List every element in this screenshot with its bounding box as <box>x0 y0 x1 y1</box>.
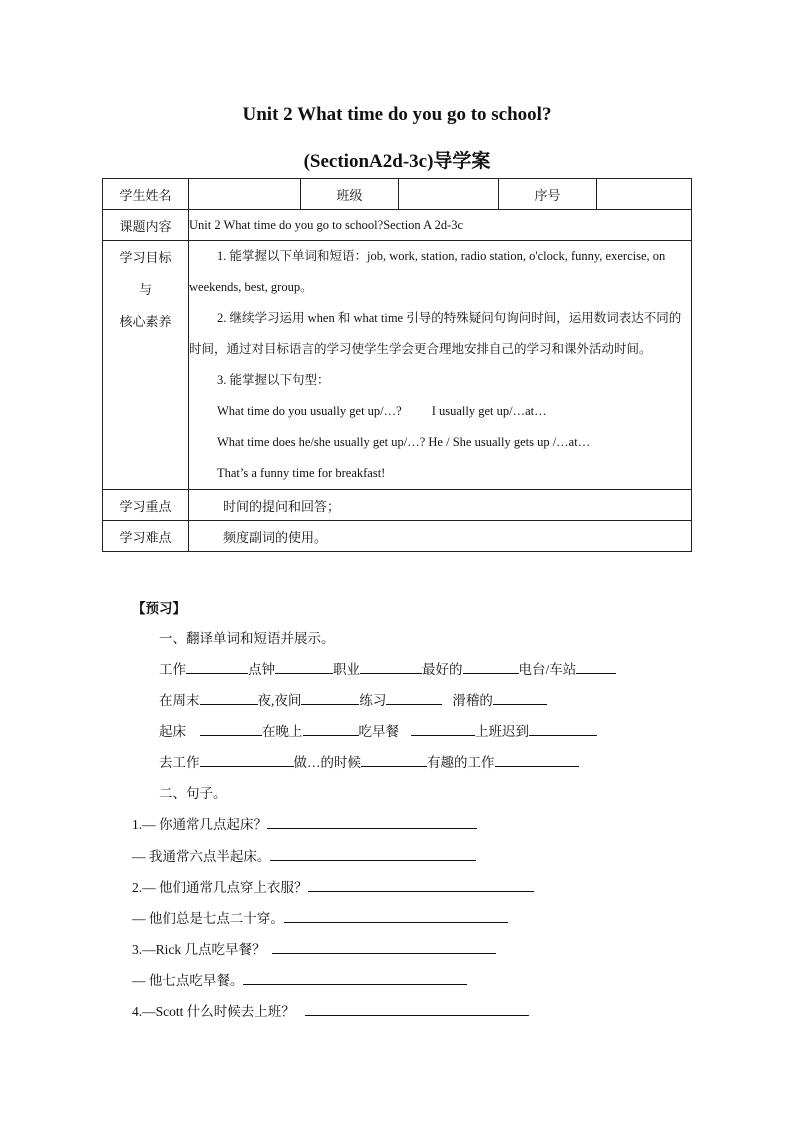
class-label: 班级 <box>301 179 399 210</box>
blank-line[interactable] <box>411 722 475 736</box>
class-field[interactable] <box>399 179 499 210</box>
sentence-text: — 他七点吃早餐。 <box>132 973 244 988</box>
vocab-label: 夜,夜间 <box>257 693 302 708</box>
pattern-1b: I usually get up/…at… <box>431 404 547 418</box>
sentence-text: 2.— 他们通常几点穿上衣服？ <box>132 880 308 895</box>
document-title: Unit 2 What time do you go to school? <box>242 104 552 125</box>
blank-line[interactable] <box>272 940 496 954</box>
vocab-label: 起床 <box>159 724 186 739</box>
sentence-3 <box>132 876 534 896</box>
blank-line[interactable] <box>275 660 333 674</box>
vocab-label: 练习 <box>359 693 387 708</box>
sentence-4 <box>132 907 508 927</box>
vocab-row-2 <box>159 689 547 709</box>
student-name-field[interactable] <box>189 179 301 210</box>
blank-line[interactable] <box>284 909 508 923</box>
table-row <box>103 490 692 521</box>
difficulty-value: 频度副词的使用。 <box>189 521 692 552</box>
blank-line[interactable] <box>386 691 442 705</box>
key-label: 学习重点 <box>103 490 189 521</box>
info-table <box>102 178 692 552</box>
vocab-row-3 <box>159 720 597 740</box>
vocab-label: 上班迟到 <box>475 724 529 739</box>
blank-line[interactable] <box>270 847 476 861</box>
blank-line[interactable] <box>303 722 359 736</box>
sentence-text: — 我通常六点半起床。 <box>132 849 271 864</box>
pattern-2: What time does he/she usually get up/…? He / She usually gets up /…at… <box>217 435 591 449</box>
table-row <box>103 241 692 490</box>
part1-title: 一、翻译单词和短语并展示。 <box>159 631 335 646</box>
key-value: 时间的提问和回答； <box>189 490 692 521</box>
sentence-text: 1.— 你通常几点起床？ <box>132 817 267 832</box>
blank-line[interactable] <box>305 1002 529 1016</box>
vocab-label: 职业 <box>333 662 360 677</box>
blank-line[interactable] <box>495 753 579 767</box>
vocab-row-1 <box>159 658 616 678</box>
sentence-6 <box>132 969 467 989</box>
blank-line[interactable] <box>243 971 467 985</box>
blank-line[interactable] <box>200 753 294 767</box>
objectives-label-line: 学习目标 <box>119 250 172 265</box>
sentence-text: 3.—Rick 几点吃早餐？ <box>132 942 266 957</box>
blank-line[interactable] <box>308 878 534 892</box>
student-name-label: 学生姓名 <box>103 179 189 210</box>
vocab-label: 吃早餐 <box>358 724 399 739</box>
vocab-label: 在周末 <box>159 693 200 708</box>
sentence-1 <box>132 813 477 833</box>
vocab-label: 滑稽的 <box>452 693 493 708</box>
vocab-label: 去工作 <box>159 755 200 770</box>
topic-value: Unit 2 What time do you go to school?Section A 2d-3c <box>189 210 692 241</box>
sentence-2 <box>132 845 476 865</box>
blank-line[interactable] <box>463 660 519 674</box>
difficulty-label: 学习难点 <box>103 521 189 552</box>
sentence-text: 4.—Scott 什么时候去上班？ <box>132 1004 295 1019</box>
objective-1: 1. 能掌握以下单词和短语：job, work, station, radio station, o'clock, funny, exercise, on weekends, best, group。 <box>189 249 666 294</box>
pattern-1 <box>189 396 691 427</box>
objective-2: 2. 继续学习运用 when 和 what time 引导的特殊疑问句询问时间，运用数词表达不同的时间，通过对目标语言的学习使学生学会更合理地安排自己的学习和课外活动时间。 <box>189 311 682 356</box>
pattern-3: That’s a funny time for breakfast! <box>217 466 386 480</box>
blank-line[interactable] <box>576 660 616 674</box>
sentence-5 <box>132 938 496 958</box>
vocab-label: 在晚上 <box>262 724 303 739</box>
vocab-label: 电台/车站 <box>518 662 577 677</box>
table-row <box>103 521 692 552</box>
sentence-7 <box>132 1000 529 1020</box>
table-row <box>103 210 692 241</box>
blank-line[interactable] <box>301 691 359 705</box>
vocab-label: 点钟 <box>248 662 275 677</box>
blank-line[interactable] <box>529 722 597 736</box>
objectives-label <box>103 241 189 490</box>
blank-line[interactable] <box>186 660 248 674</box>
document-subtitle: (SectionA2d-3c)导学案 <box>303 151 491 172</box>
objectives-content <box>189 241 692 490</box>
blank-line[interactable] <box>200 722 262 736</box>
vocab-row-4 <box>159 751 579 771</box>
blank-line[interactable] <box>360 660 422 674</box>
seat-label: 序号 <box>499 179 597 210</box>
seat-field[interactable] <box>597 179 692 210</box>
table-row <box>103 179 692 210</box>
blank-line[interactable] <box>361 753 427 767</box>
blank-line[interactable] <box>200 691 258 705</box>
objectives-label-line: 与 <box>138 282 152 297</box>
blank-line[interactable] <box>493 691 547 705</box>
part2-title: 二、句子。 <box>159 786 227 801</box>
sentence-text: — 他们总是七点二十穿。 <box>132 911 284 926</box>
pattern-1a: What time do you usually get up/…? <box>217 404 402 418</box>
vocab-label: 最好的 <box>422 662 463 677</box>
vocab-label: 有趣的工作 <box>427 755 495 770</box>
blank-line[interactable] <box>267 815 477 829</box>
objective-3: 3. 能掌握以下句型： <box>217 373 330 387</box>
vocab-label: 做…的时候 <box>293 755 361 770</box>
preview-heading: 【预习】 <box>132 601 186 616</box>
objectives-label-line: 核心素养 <box>119 314 172 329</box>
topic-label: 课题内容 <box>103 210 189 241</box>
vocab-label: 工作 <box>159 662 186 677</box>
